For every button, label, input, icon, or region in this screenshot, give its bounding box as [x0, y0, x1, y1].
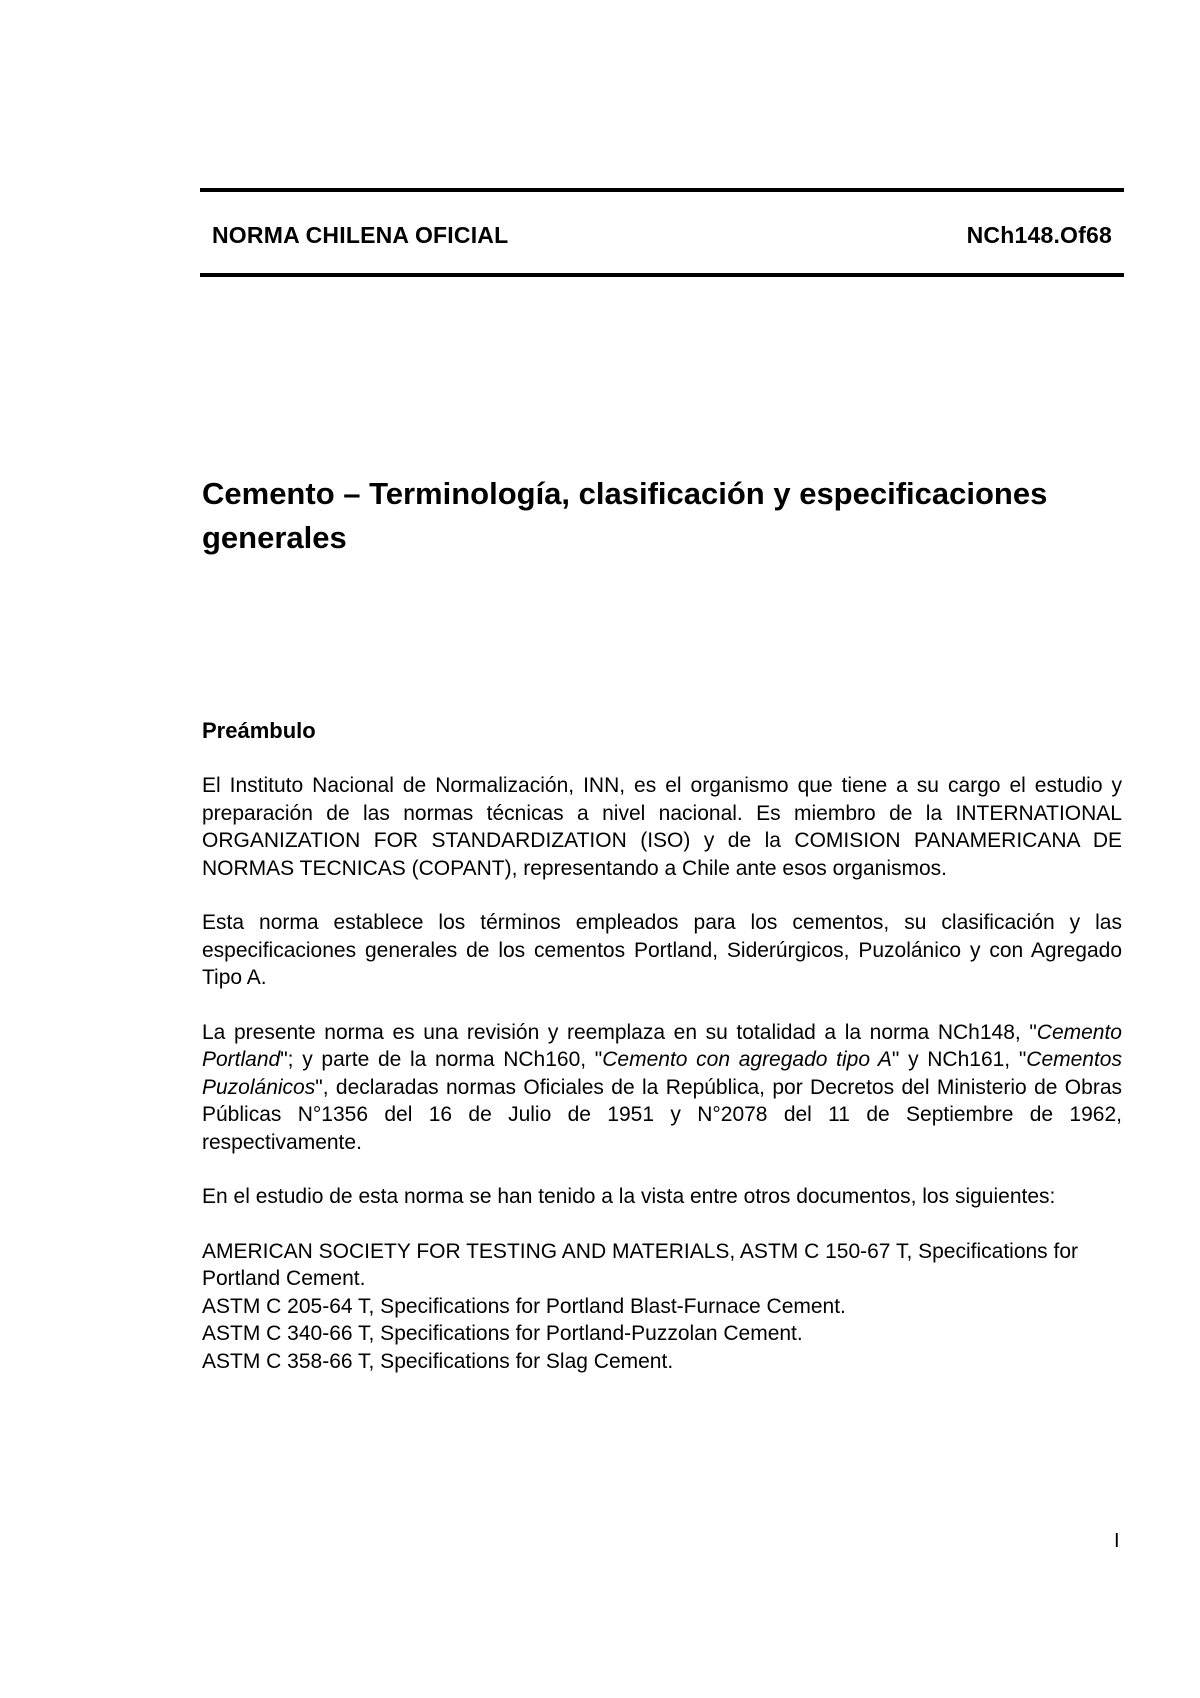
p3-text-2: "; y parte de la norma NCh160, " [280, 1048, 603, 1071]
document-header [212, 222, 1112, 249]
reference-item: ASTM C 340-66 T, Specifications for Portland-Puzzolan Cement. [202, 1322, 803, 1345]
preamble-paragraph-2: Esta norma establece los términos empleados para los cementos, su clasificación y las especificaciones generales de los cementos Portland, Siderúrgicos, Puzolánico y con Agregado Tipo A. [202, 911, 1122, 989]
p3-italic-cementos-puzolanicos: Cementos Puzolánicos [202, 1048, 1122, 1099]
preamble-paragraph-4: En el estudio de esta norma se han tenido a la vista entre otros documentos, los siguientes: [202, 1185, 1056, 1208]
standard-type-label: NORMA CHILENA OFICIAL [212, 222, 509, 248]
reference-list [202, 1238, 1122, 1376]
p3-text-3: " y NCh161, " [891, 1048, 1027, 1071]
reference-item: ASTM C 205-64 T, Specifications for Portland Blast-Furnace Cement. [202, 1294, 846, 1318]
reference-item: AMERICAN SOCIETY FOR TESTING AND MATERIALS, ASTM C 150-67 T, Specifications for Portland Cement. [202, 1239, 1079, 1290]
preamble-paragraph-1: El Instituto Nacional de Normalización, INN, es el organismo que tiene a su cargo el estudio y preparación de las normas técnicas a nivel nacional. Es miembro de la INTERNATIONAL ORGANIZATION FOR STANDARDIZATION (ISO) y de la COMISION PANAMERICANA DE NORMAS TECNICAS (COPANT), representando a Chile ante esos organismos. [202, 774, 1122, 880]
header-bottom-rule [200, 273, 1124, 277]
header-top-rule [200, 188, 1124, 192]
standard-code: NCh148.Of68 [966, 222, 1112, 248]
p3-text-1: La presente norma es una revisión y reemplaza en su totalidad a la norma NCh148, " [202, 1020, 1037, 1044]
reference-item: ASTM C 358-66 T, Specifications for Slag Cement. [202, 1349, 674, 1373]
page-number: I [1114, 1530, 1120, 1552]
p3-italic-cemento-agregado: Cemento con agregado tipo A [602, 1048, 892, 1071]
p3-italic-cemento-portland: Cemento Portland [202, 1020, 1122, 1071]
preamble-heading: Preámbulo [202, 718, 316, 743]
p3-text-4: ", declaradas normas Oficiales de la República, por Decretos del Ministerio de Obras Públicas N°1356 del 16 de Julio de 1951 y N°2078 del 11 de Septiembre de 1962, respectivamente. [202, 1075, 1122, 1154]
preamble-paragraph-3 [202, 1019, 1122, 1157]
preamble-body [202, 772, 1122, 1375]
document-title: Cemento – Terminología, clasificación y especificaciones generales [202, 476, 1048, 555]
